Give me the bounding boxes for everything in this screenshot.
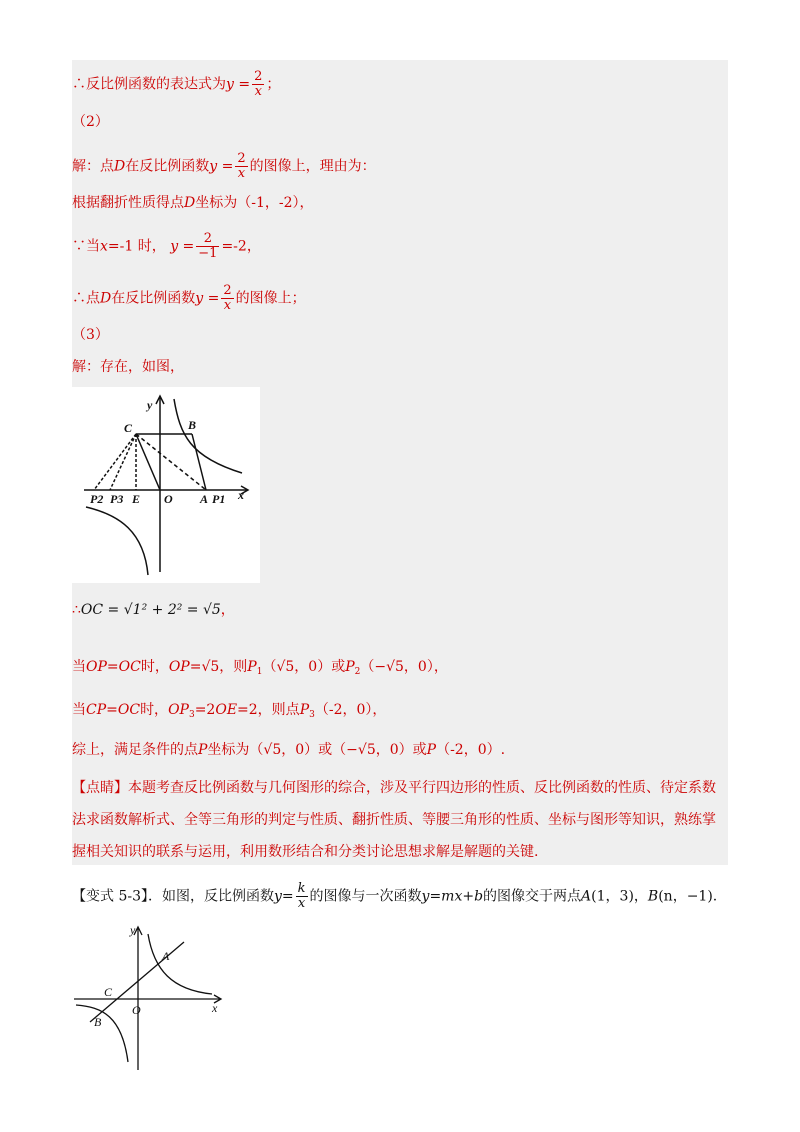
label-C: C	[124, 421, 133, 435]
label-B: B	[94, 1015, 102, 1029]
key-point-line-3: 握相关知识的联系与运用，利用数形结合和分类讨论思想求解是解题的关键.	[72, 844, 539, 860]
fraction: $\frac{2}{-1}$	[198, 231, 218, 261]
key-point-paragraph	[72, 772, 728, 868]
label-y: y	[147, 398, 153, 412]
equation-lhs: y =	[226, 76, 251, 93]
hyperbola-branch-1	[174, 399, 242, 473]
fraction: $\frac{2}{x}$	[223, 283, 232, 313]
label-x: x	[212, 1001, 218, 1015]
figure-2-graph	[72, 922, 232, 1072]
figure-1-graph	[72, 387, 260, 583]
segment-CA	[136, 434, 206, 490]
label-y: y	[130, 923, 136, 937]
label-P2: P2	[90, 492, 104, 506]
substitution-line: ∵当x=-1 时， y = $\frac{2}{-1}$ =-2，	[72, 231, 261, 261]
hyperbola-branch-3	[86, 507, 148, 575]
segment-BA	[192, 434, 206, 490]
label-B: B	[188, 418, 197, 432]
label-A: A	[200, 492, 209, 506]
conclusion-line-1	[72, 70, 280, 99]
text: ；	[266, 76, 281, 93]
label-A: A	[162, 949, 170, 963]
segment-CP3	[110, 434, 136, 490]
segment-CO	[136, 434, 160, 490]
fold-property-line: 根据翻折性质得点D坐标为（-1，-2），	[72, 195, 314, 211]
hyperbola-branch-3	[76, 1005, 128, 1062]
label-x: x	[238, 488, 244, 502]
case-cp-oc-line: 当CP=OC时，$OP_3=2OE=2$，则点$P_3(-2$，0），	[72, 702, 387, 720]
part-2-conclusion: ∴点D在反比例函数y = $\frac{2}{x}$ 的图像上；	[72, 283, 306, 313]
figure-1	[72, 387, 260, 583]
label-O: O	[132, 1003, 141, 1017]
key-point-line-2: 法求函数解析式、全等三角形的判定与性质、翻折性质、等腰三角形的性质、坐标与图形等知识，熟练掌	[72, 812, 716, 828]
fraction: $\frac{2}{x}$	[254, 69, 263, 99]
fraction: $\frac{k}{x}$	[297, 881, 306, 911]
part-2-answer-line: 解：点D在反比例函数y = $\frac{2}{x}$ 的图像上，理由为：	[72, 151, 376, 181]
key-point-line-1: 【点睛】本题考查反比例函数与几何图形的综合，涉及平行四边形的性质、反比例函数的性质、待定系数	[72, 780, 716, 796]
oc-length-line: ∴OC = √1² + 2² = √5，	[72, 602, 235, 618]
figure-2	[72, 922, 232, 1072]
label-C: C	[104, 985, 113, 999]
label-P1: P1	[212, 492, 226, 506]
label-P3: P3	[110, 492, 124, 506]
part-3-heading: （3）	[72, 327, 109, 343]
part-2-heading: （2）	[72, 114, 109, 130]
label-O: O	[164, 492, 173, 506]
text: ∴反比例函数的表达式为	[72, 76, 226, 93]
label-E: E	[132, 492, 141, 506]
fraction: $\frac{2}{x}$	[237, 151, 246, 181]
part-3-answer: 解：存在，如图，	[72, 359, 184, 375]
variant-problem: 【变式 5-3】．如图，反比例函数y= $\frac{k}{x}$ 的图像与一次函数y=mx+b的图像交于两点A(1，3)，B(n，−1).	[72, 881, 718, 911]
variant-label: 【变式 5-3】	[72, 888, 148, 905]
summary-line: 综上，满足条件的点P坐标为（√5，0）或（−√5，0）或P（-2，0）.	[72, 742, 506, 758]
segment-CP2	[94, 434, 136, 490]
key-point-label: 【点睛】	[72, 780, 128, 796]
case-op-oc-line: 当OP=OC时，OP=√5，则$P_1(√5$，0）或$P_2(-√5$，0），	[72, 659, 448, 677]
